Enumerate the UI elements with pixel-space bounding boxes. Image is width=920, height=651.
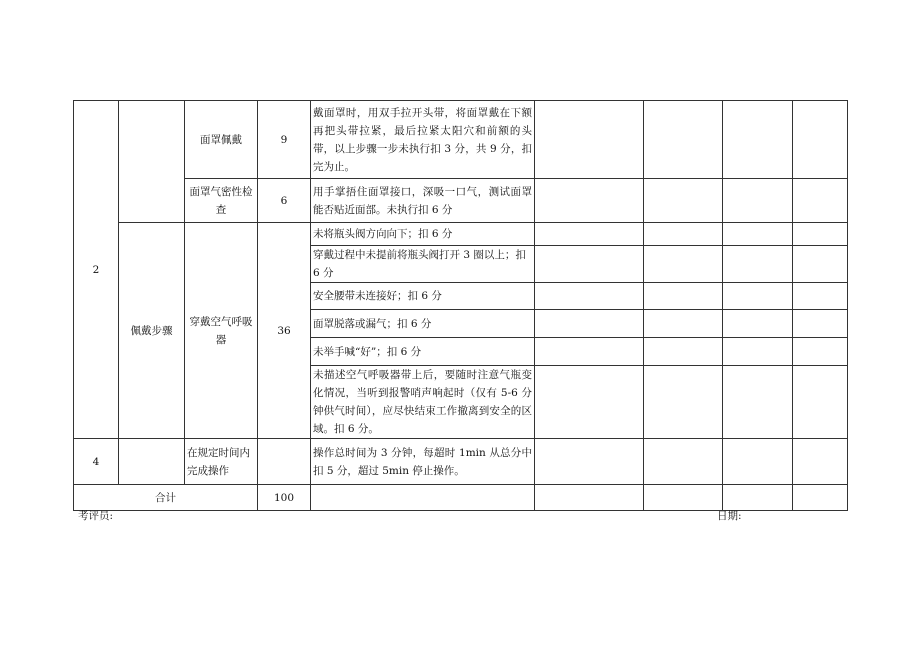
blank-cell [535, 485, 644, 511]
blank-cell [535, 223, 644, 246]
blank-cell [793, 246, 848, 283]
table-row [74, 439, 848, 485]
blank-cell [793, 310, 848, 338]
blank-cell [535, 439, 644, 485]
blank-cell [535, 179, 644, 223]
blank-cell [644, 366, 723, 439]
score-cell [258, 439, 311, 485]
table-row [74, 101, 848, 179]
criteria-cell: 未描述空气呼吸器带上后，要随时注意气瓶变化情况，当听到报警哨声响起时（仅有 5-6 分钟供气时间），应尽快结束工作撤离到安全的区域。扣 6 分。 [311, 366, 535, 439]
table-row [74, 179, 848, 223]
blank-cell [535, 283, 644, 310]
criteria-cell: 未将瓶头阀方向向下；扣 6 分 [311, 223, 535, 246]
total-label: 合计 [74, 485, 258, 511]
blank-cell [644, 246, 723, 283]
date-label: 日期: [717, 510, 742, 522]
blank-cell [535, 101, 644, 179]
blank-cell [644, 485, 723, 511]
blank-cell [723, 223, 793, 246]
blank-cell [644, 223, 723, 246]
blank-cell [723, 338, 793, 366]
table-row [74, 223, 848, 246]
blank-cell [793, 101, 848, 179]
blank-cell [793, 439, 848, 485]
blank-cell [723, 439, 793, 485]
blank-cell [723, 179, 793, 223]
item-cell [119, 101, 185, 223]
criteria-cell: 穿戴过程中未提前将瓶头阀打开 3 圈以上；扣 6 分 [311, 246, 535, 283]
criteria-cell: 安全腰带未连接好；扣 6 分 [311, 283, 535, 310]
score-cell: 6 [258, 179, 311, 223]
total-row [74, 485, 848, 511]
sub-item-cell: 面罩气密性检查 [185, 179, 258, 223]
blank-cell [535, 338, 644, 366]
blank-cell [723, 485, 793, 511]
blank-cell [723, 283, 793, 310]
blank-cell [311, 485, 535, 511]
blank-cell [793, 485, 848, 511]
blank-cell [793, 366, 848, 439]
scoring-table [73, 100, 848, 511]
criteria-cell: 未举手喊“好”；扣 6 分 [311, 338, 535, 366]
criteria-cell: 操作总时间为 3 分钟，每超时 1min 从总分中扣 5 分，超过 5min 停止操作。 [311, 439, 535, 485]
blank-cell [793, 223, 848, 246]
item-cell [119, 439, 185, 485]
blank-cell [644, 283, 723, 310]
sub-item-cell: 面罩佩戴 [185, 101, 258, 179]
examiner-label: 考评员: [78, 510, 114, 522]
blank-cell [793, 338, 848, 366]
row-number-cell: 2 [74, 101, 119, 439]
item-cell: 佩戴步骤 [119, 223, 185, 439]
score-cell: 9 [258, 101, 311, 179]
blank-cell [644, 439, 723, 485]
blank-cell [644, 101, 723, 179]
criteria-cell: 面罩脱落或漏气；扣 6 分 [311, 310, 535, 338]
total-score: 100 [258, 485, 311, 511]
sub-item-cell: 穿戴空气呼吸器 [185, 223, 258, 439]
blank-cell [535, 246, 644, 283]
blank-cell [535, 310, 644, 338]
blank-cell [535, 366, 644, 439]
blank-cell [793, 179, 848, 223]
blank-cell [644, 310, 723, 338]
blank-cell [644, 179, 723, 223]
blank-cell [644, 338, 723, 366]
blank-cell [723, 101, 793, 179]
sub-item-cell: 在规定时间内完成操作 [185, 439, 258, 485]
blank-cell [723, 310, 793, 338]
blank-cell [723, 366, 793, 439]
criteria-cell: 戴面罩时，用双手拉开头带，将面罩戴在下额再把头带拉紧，最后拉紧太阳穴和前额的头带，以上步骤一步未执行扣 3 分，共 9 分，扣完为止。 [311, 101, 535, 179]
score-cell: 36 [258, 223, 311, 439]
criteria-cell: 用手掌捂住面罩接口，深吸一口气，测试面罩能否贴近面部。未执行扣 6 分 [311, 179, 535, 223]
row-number-cell: 4 [74, 439, 119, 485]
blank-cell [723, 246, 793, 283]
blank-cell [793, 283, 848, 310]
